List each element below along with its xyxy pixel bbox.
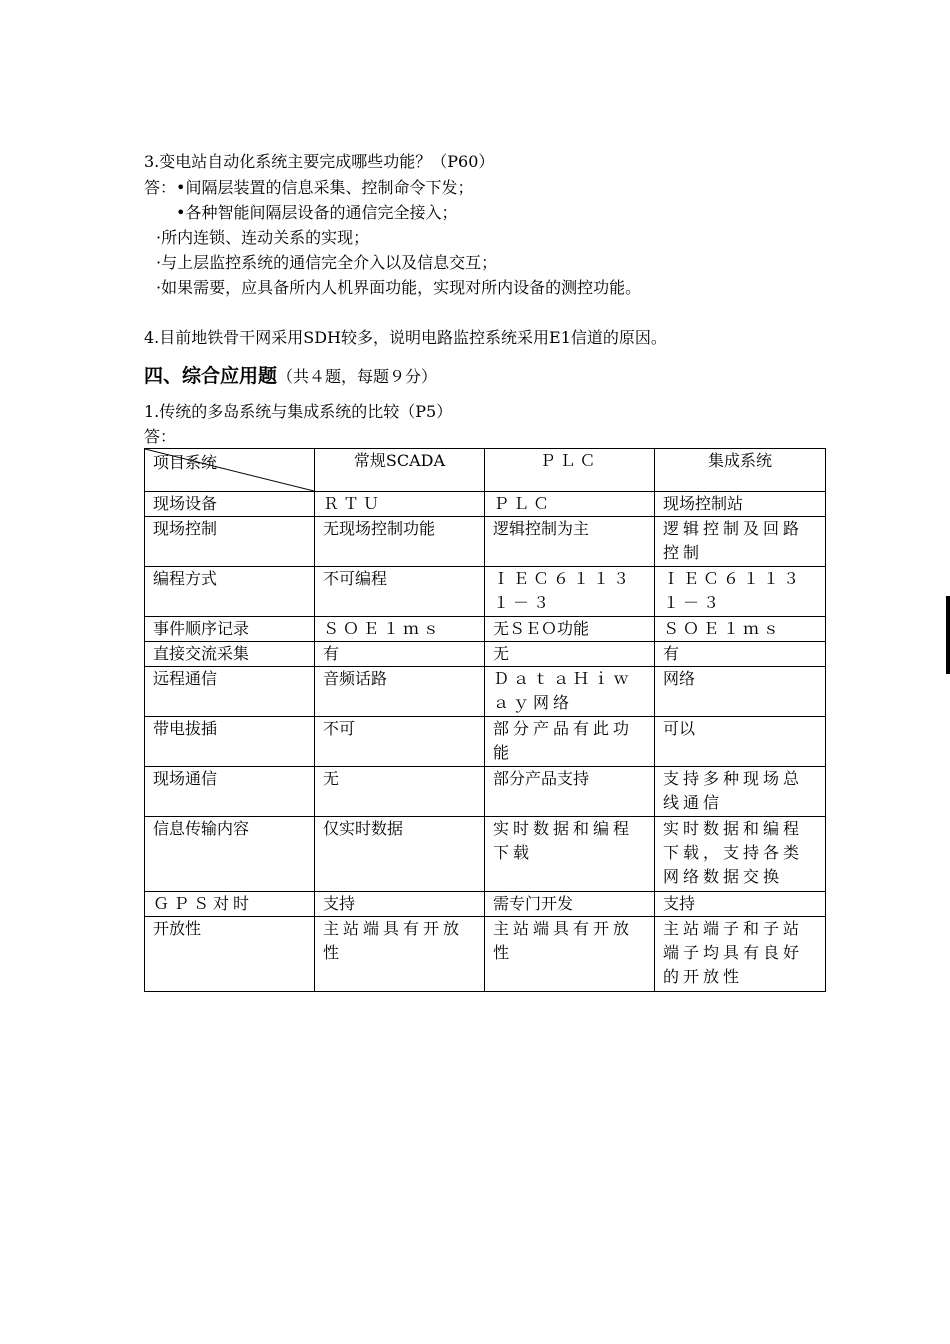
table-row (145, 917, 826, 992)
table-cell: 直接交流采集 (145, 642, 315, 667)
table-cell: 事件顺序记录 (145, 617, 315, 642)
table-cell: 开放性 (145, 917, 315, 992)
table-row (145, 492, 826, 517)
table-cell: 实时数据和编程下载，支持各类网络数据交换 (655, 817, 826, 892)
table-cell: 支持多种现场总线通信 (655, 767, 826, 817)
table-cell: ＲＴＵ (315, 492, 485, 517)
table-row (145, 767, 826, 817)
table-cell: 网络 (655, 667, 826, 717)
section-4-heading (144, 362, 437, 390)
table-row (145, 617, 826, 642)
table-cell: 逻辑控制及回路控制 (655, 517, 826, 567)
table-row (145, 567, 826, 617)
table-row (145, 642, 826, 667)
table-cell: 不可编程 (315, 567, 485, 617)
table-cell: ＳＯＥ１ｍｓ (315, 617, 485, 642)
table-cell: 带电拔插 (145, 717, 315, 767)
answer-3-item-2: •各种智能间隔层设备的通信完全接入； (176, 203, 458, 222)
answer-3-item-5: ·如果需要，应具备所内人机界面功能，实现对所内设备的测控功能。 (156, 278, 642, 297)
table-cell: ＩＥＣ６１１３１－３ (655, 567, 826, 617)
answer-3-item-1: 答：•间隔层装置的信息采集、控制命令下发； (144, 178, 474, 197)
section-4-title: 四、综合应用题 (144, 365, 278, 387)
table-cell: 主站端具有开放性 (485, 917, 655, 992)
table-cell: 有 (655, 642, 826, 667)
header-corner-cell (145, 449, 315, 492)
table-cell: 逻辑控制为主 (485, 517, 655, 567)
header-integrated: 集成系统 (655, 449, 826, 492)
question-4: 4.目前地铁骨干网采用SDH较多，说明电路监控系统采用E1信道的原因。 (144, 328, 667, 347)
table-cell: ＳＯＥ１ｍｓ (655, 617, 826, 642)
table-cell: 无现场控制功能 (315, 517, 485, 567)
table-cell: 支持 (315, 892, 485, 917)
answer-3-item-4: ·与上层监控系统的通信完全介入以及信息交互； (156, 253, 498, 272)
table-row (145, 517, 826, 567)
table-cell: 需专门开发 (485, 892, 655, 917)
table-cell: 支持 (655, 892, 826, 917)
table-cell: 现场设备 (145, 492, 315, 517)
table-cell: 现场通信 (145, 767, 315, 817)
question-3: 3.变电站自动化系统主要完成哪些功能？（P60） (144, 152, 495, 171)
table-cell: 远程通信 (145, 667, 315, 717)
table-cell: 主站端子和子站端子均具有良好的开放性 (655, 917, 826, 992)
table-cell: 实时数据和编程下载 (485, 817, 655, 892)
table-cell: 现场控制 (145, 517, 315, 567)
question-4-1: 1.传统的多岛系统与集成系统的比较（P5） (144, 402, 453, 421)
header-plc: ＰＬＣ (485, 449, 655, 492)
table-cell: ＤａｔａＨｉｗａｙ网络 (485, 667, 655, 717)
table-cell: 部分产品支持 (485, 767, 655, 817)
answer-3-item-3: ·所内连锁、连动关系的实现； (156, 228, 370, 247)
table-cell: 信息传输内容 (145, 817, 315, 892)
section-4-note: （共４题，每题９分） (277, 367, 438, 386)
table-cell: 无ＳＥＯ功能 (485, 617, 655, 642)
table-row (145, 717, 826, 767)
page-edge-marker (946, 596, 950, 674)
table-cell: 不可 (315, 717, 485, 767)
table-cell: 部分产品有此功能 (485, 717, 655, 767)
table-row (145, 667, 826, 717)
table-cell: 现场控制站 (655, 492, 826, 517)
table-cell: 编程方式 (145, 567, 315, 617)
table-cell: 无 (485, 642, 655, 667)
table-cell: 有 (315, 642, 485, 667)
table-cell: ＧＰＳ对时 (145, 892, 315, 917)
header-item-system: 项目系统 (153, 453, 218, 472)
table-cell: 仅实时数据 (315, 817, 485, 892)
table-cell: 主站端具有开放性 (315, 917, 485, 992)
table-cell: 音频话路 (315, 667, 485, 717)
table-row (145, 817, 826, 892)
table-cell: 可以 (655, 717, 826, 767)
table-cell: 无 (315, 767, 485, 817)
comparison-table (144, 448, 826, 992)
table-cell: ＩＥＣ６１１３１－３ (485, 567, 655, 617)
answer-4-1-label: 答： (144, 427, 177, 446)
table-header-row (145, 449, 826, 492)
table-row (145, 892, 826, 917)
table-cell: ＰＬＣ (485, 492, 655, 517)
header-scada: 常规SCADA (315, 449, 485, 492)
